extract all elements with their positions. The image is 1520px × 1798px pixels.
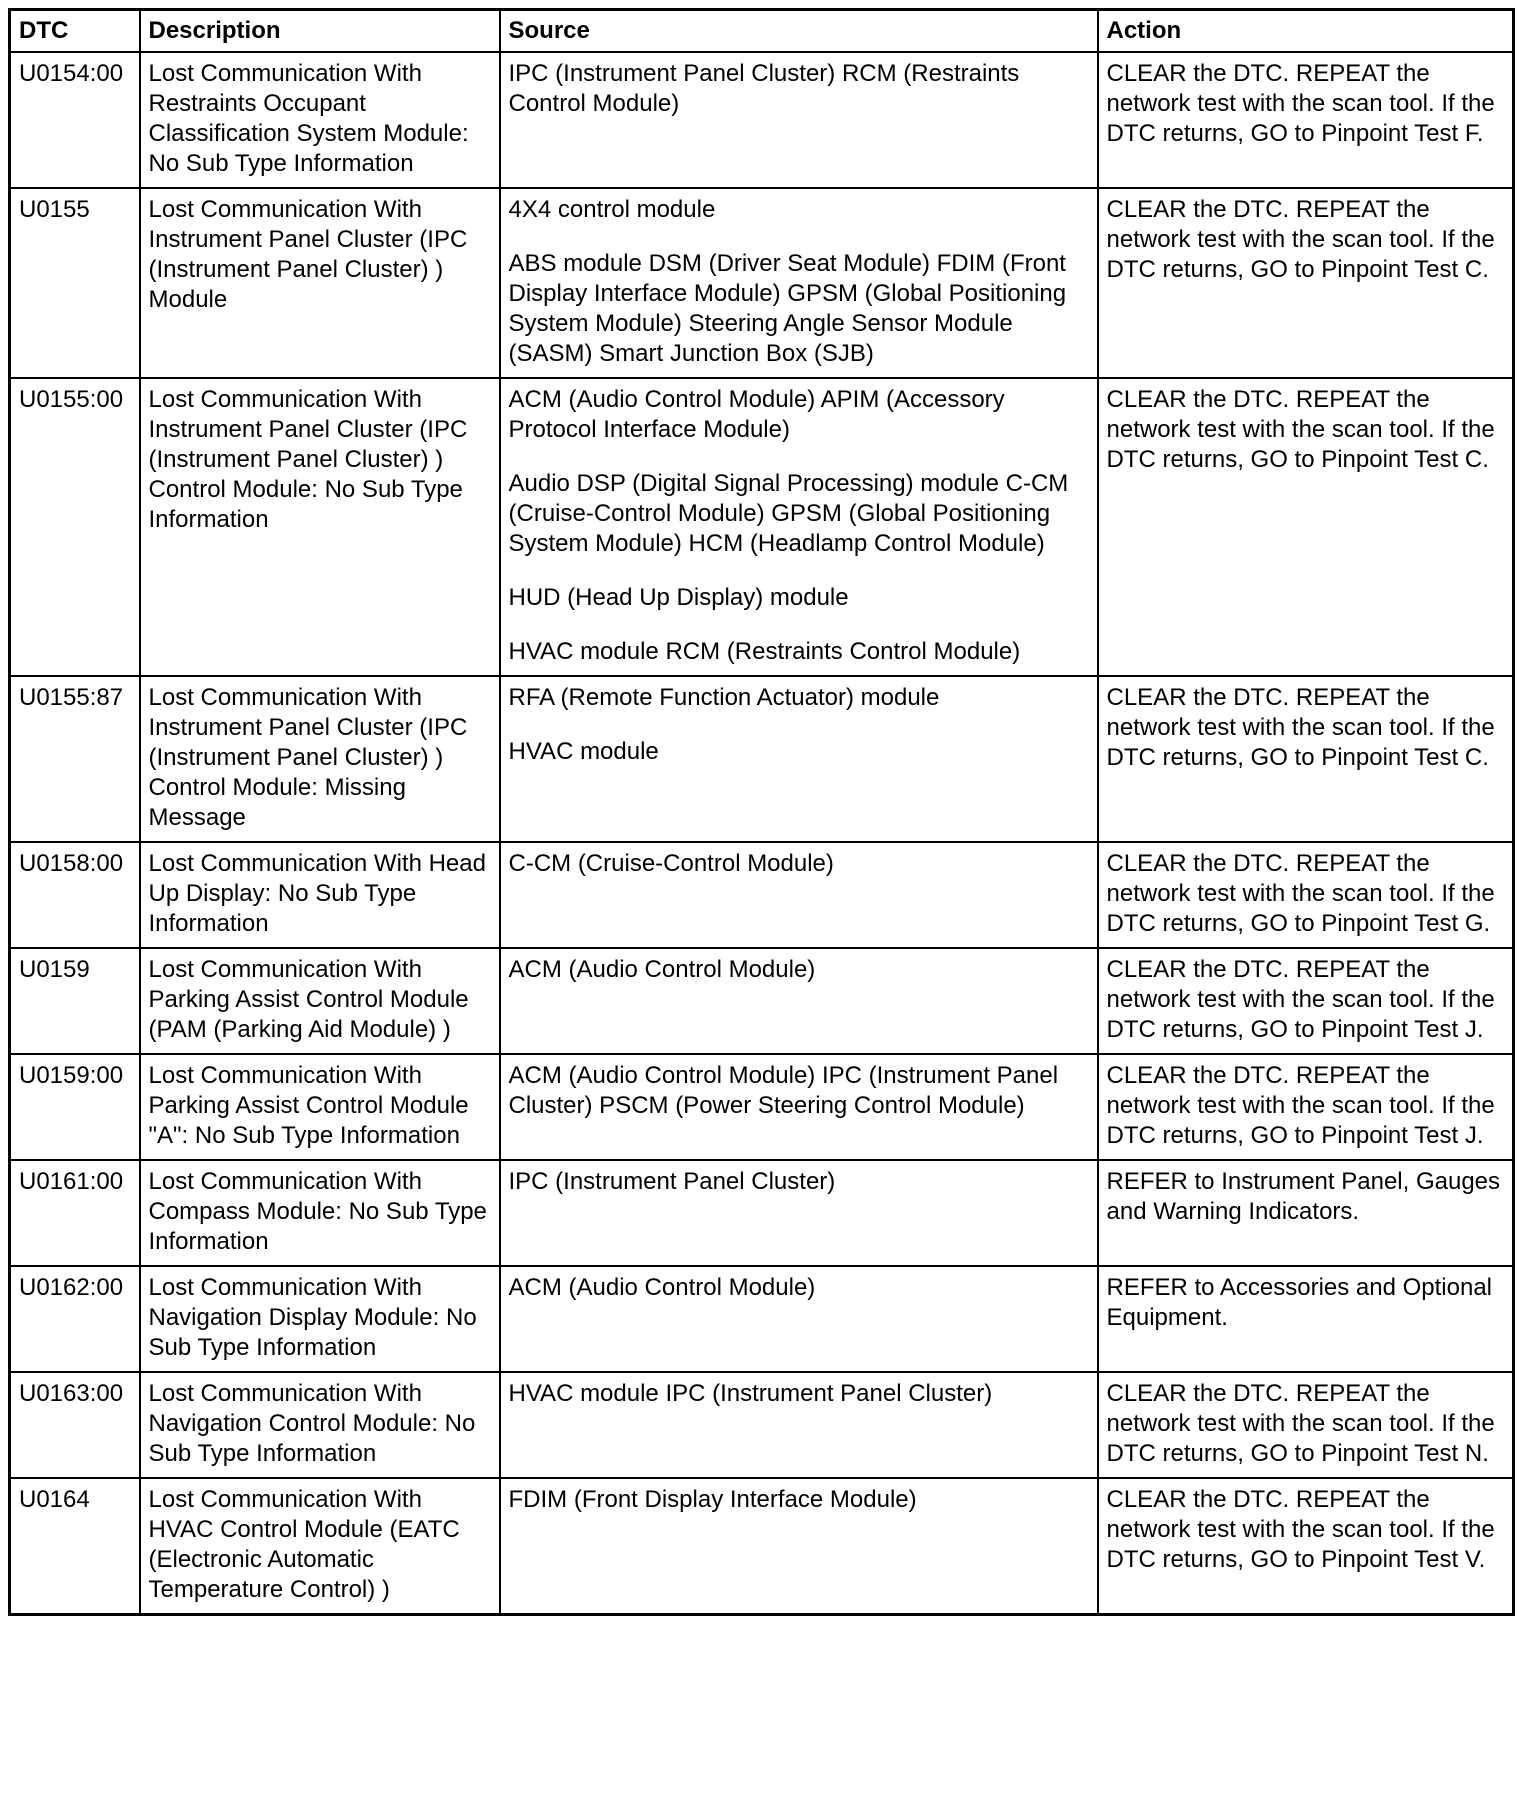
table-body	[10, 52, 1514, 1615]
dtc-code-cell: U0163:00	[10, 1372, 140, 1478]
dtc-code-cell: U0158:00	[10, 842, 140, 948]
action-cell: CLEAR the DTC. REPEAT the network test with the scan tool. If the DTC returns, GO to Pinpoint Test G.	[1098, 842, 1514, 948]
description-cell: Lost Communication With Restraints Occupant Classification System Module: No Sub Type Information	[140, 52, 500, 188]
source-paragraph: FDIM (Front Display Interface Module)	[508, 1486, 917, 1513]
source-paragraph: IPC (Instrument Panel Cluster)	[508, 1168, 836, 1195]
dtc-code-cell: U0154:00	[10, 52, 140, 188]
description-cell: Lost Communication With Parking Assist Control Module (PAM (Parking Aid Module) )	[140, 948, 500, 1054]
table-row	[10, 1054, 1514, 1160]
table-row	[10, 1478, 1514, 1615]
source-paragraph: RFA (Remote Function Actuator) module	[508, 684, 940, 711]
description-cell: Lost Communication With Navigation Display Module: No Sub Type Information	[140, 1266, 500, 1372]
description-cell: Lost Communication With HVAC Control Module (EATC (Electronic Automatic Temperature Control) )	[140, 1478, 500, 1615]
source-cell	[500, 1372, 1098, 1478]
dtc-code-cell: U0164	[10, 1478, 140, 1615]
dtc-code-cell: U0162:00	[10, 1266, 140, 1372]
source-paragraph: ACM (Audio Control Module) APIM (Accessory Protocol Interface Module)	[508, 386, 1005, 443]
description-cell: Lost Communication With Compass Module: No Sub Type Information	[140, 1160, 500, 1266]
table-row	[10, 1266, 1514, 1372]
source-paragraph: HVAC module IPC (Instrument Panel Cluster)	[508, 1380, 993, 1407]
source-paragraph: ABS module DSM (Driver Seat Module) FDIM (Front Display Interface Module) GPSM (Global Positioning System Module) Steering Angle Sensor Module (SASM) Smart Junction Box (SJB)	[508, 250, 1067, 367]
action-cell: CLEAR the DTC. REPEAT the network test with the scan tool. If the DTC returns, GO to Pinpoint Test C.	[1098, 188, 1514, 378]
action-cell: CLEAR the DTC. REPEAT the network test with the scan tool. If the DTC returns, GO to Pinpoint Test C.	[1098, 378, 1514, 676]
source-paragraph: 4X4 control module	[508, 196, 716, 223]
source-cell	[500, 676, 1098, 842]
table-row	[10, 1372, 1514, 1478]
source-paragraph: IPC (Instrument Panel Cluster) RCM (Restraints Control Module)	[508, 60, 1020, 117]
source-cell	[500, 1160, 1098, 1266]
description-cell: Lost Communication With Instrument Panel Cluster (IPC (Instrument Panel Cluster) ) Control Module: No Sub Type Information	[140, 378, 500, 676]
table-row	[10, 52, 1514, 188]
action-cell: CLEAR the DTC. REPEAT the network test with the scan tool. If the DTC returns, GO to Pinpoint Test C.	[1098, 676, 1514, 842]
description-cell: Lost Communication With Instrument Panel Cluster (IPC (Instrument Panel Cluster) ) Module	[140, 188, 500, 378]
action-cell: CLEAR the DTC. REPEAT the network test with the scan tool. If the DTC returns, GO to Pinpoint Test J.	[1098, 948, 1514, 1054]
source-cell	[500, 842, 1098, 948]
dtc-code-cell: U0159:00	[10, 1054, 140, 1160]
source-cell	[500, 188, 1098, 378]
source-paragraph: ACM (Audio Control Module) IPC (Instrument Panel Cluster) PSCM (Power Steering Control Module)	[508, 1062, 1059, 1119]
table-row	[10, 188, 1514, 378]
description-cell: Lost Communication With Navigation Control Module: No Sub Type Information	[140, 1372, 500, 1478]
action-cell: CLEAR the DTC. REPEAT the network test with the scan tool. If the DTC returns, GO to Pinpoint Test N.	[1098, 1372, 1514, 1478]
table-row	[10, 948, 1514, 1054]
source-paragraph: HUD (Head Up Display) module	[508, 584, 849, 611]
source-cell	[500, 1478, 1098, 1615]
action-cell: REFER to Instrument Panel, Gauges and Warning Indicators.	[1098, 1160, 1514, 1266]
table-row	[10, 842, 1514, 948]
dtc-code-cell: U0155:87	[10, 676, 140, 842]
header-dtc: DTC	[10, 10, 140, 53]
source-cell	[500, 1266, 1098, 1372]
source-cell	[500, 378, 1098, 676]
source-paragraph: ACM (Audio Control Module)	[508, 956, 816, 983]
source-paragraph: ACM (Audio Control Module)	[508, 1274, 816, 1301]
header-source: Source	[500, 10, 1098, 53]
dtc-table	[8, 8, 1515, 1616]
table-row	[10, 378, 1514, 676]
dtc-code-cell: U0161:00	[10, 1160, 140, 1266]
source-cell	[500, 52, 1098, 188]
table-header-row	[10, 10, 1514, 53]
action-cell: CLEAR the DTC. REPEAT the network test with the scan tool. If the DTC returns, GO to Pinpoint Test V.	[1098, 1478, 1514, 1615]
action-cell: REFER to Accessories and Optional Equipment.	[1098, 1266, 1514, 1372]
header-description: Description	[140, 10, 500, 53]
dtc-code-cell: U0159	[10, 948, 140, 1054]
dtc-code-cell: U0155	[10, 188, 140, 378]
source-paragraph: HVAC module	[508, 738, 659, 765]
action-cell: CLEAR the DTC. REPEAT the network test with the scan tool. If the DTC returns, GO to Pinpoint Test F.	[1098, 52, 1514, 188]
dtc-code-cell: U0155:00	[10, 378, 140, 676]
source-paragraph: C-CM (Cruise-Control Module)	[508, 850, 834, 877]
source-paragraph: HVAC module RCM (Restraints Control Module)	[508, 638, 1021, 665]
description-cell: Lost Communication With Instrument Panel Cluster (IPC (Instrument Panel Cluster) ) Control Module: Missing Message	[140, 676, 500, 842]
source-paragraph: Audio DSP (Digital Signal Processing) module C-CM (Cruise-Control Module) GPSM (Global Positioning System Module) HCM (Headlamp Control Module)	[508, 470, 1069, 557]
table-row	[10, 1160, 1514, 1266]
source-cell	[500, 948, 1098, 1054]
action-cell: CLEAR the DTC. REPEAT the network test with the scan tool. If the DTC returns, GO to Pinpoint Test J.	[1098, 1054, 1514, 1160]
header-action: Action	[1098, 10, 1514, 53]
description-cell: Lost Communication With Parking Assist Control Module "A": No Sub Type Information	[140, 1054, 500, 1160]
description-cell: Lost Communication With Head Up Display: No Sub Type Information	[140, 842, 500, 948]
dtc-table-page	[8, 8, 1512, 1616]
table-row	[10, 676, 1514, 842]
source-cell	[500, 1054, 1098, 1160]
